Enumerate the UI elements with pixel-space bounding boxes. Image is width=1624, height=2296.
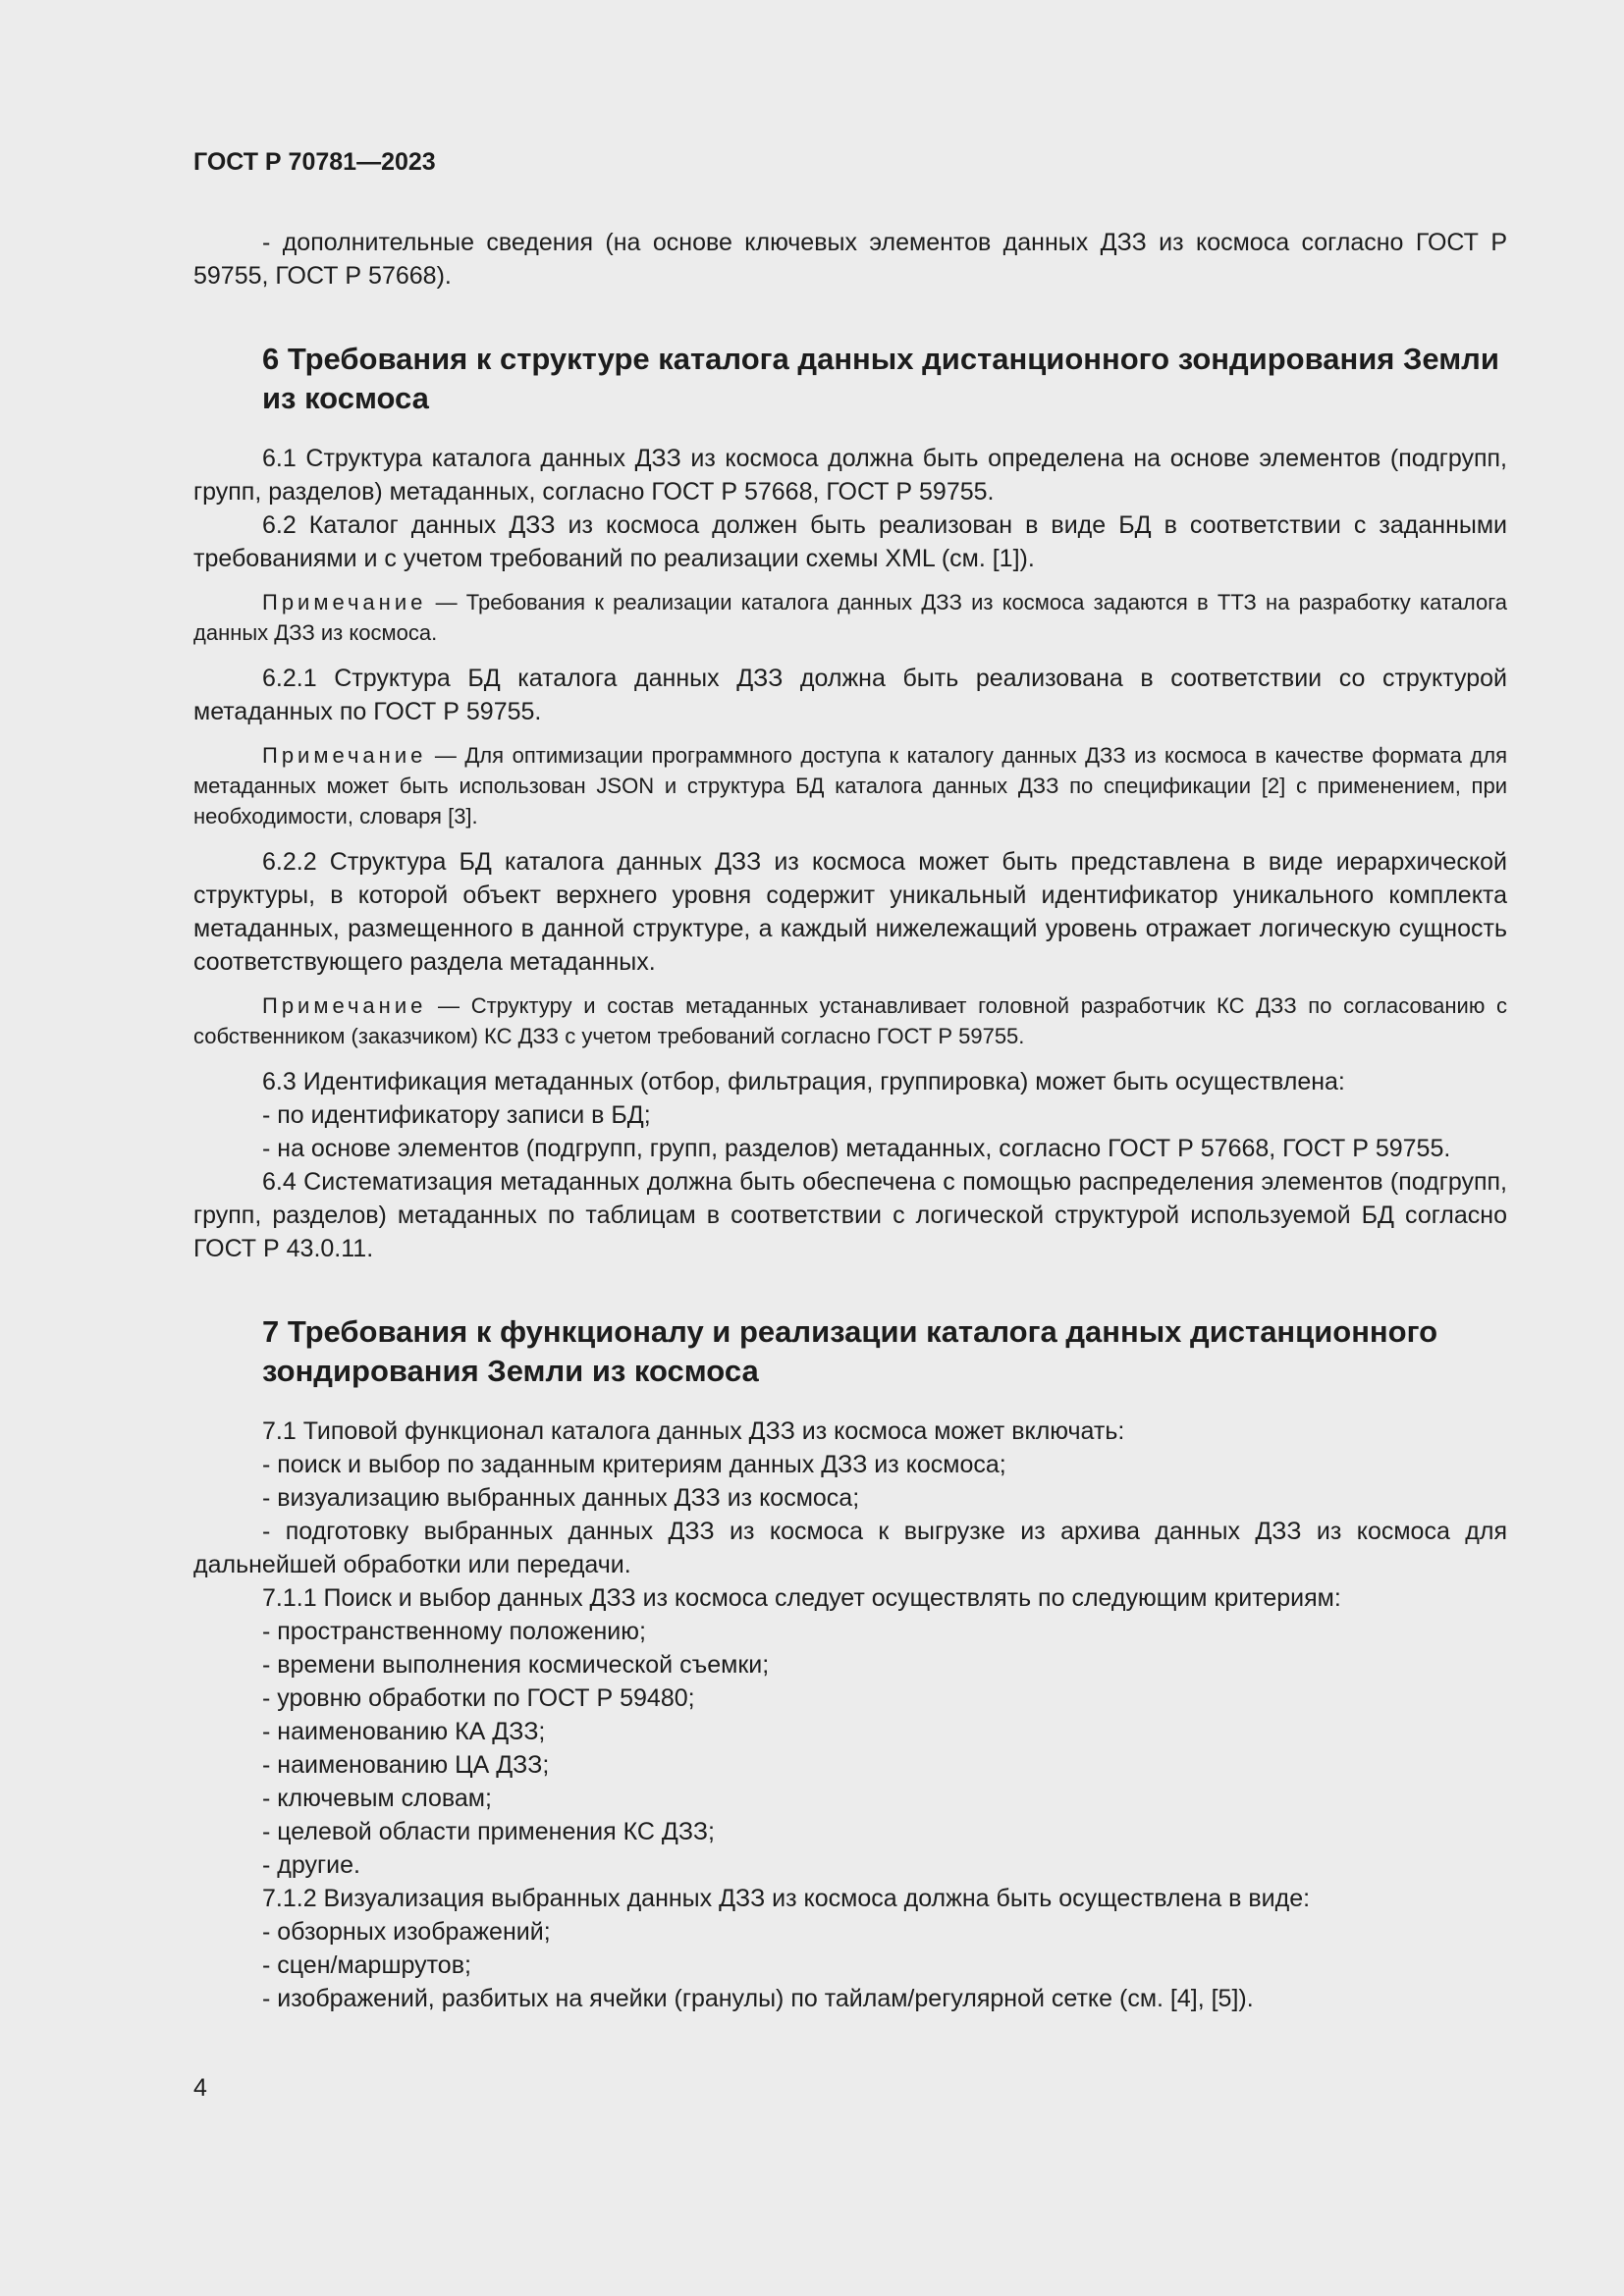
section-6-title: 6 Требования к структуре каталога данных дистанционного зондирования Земли из космоса bbox=[262, 342, 1499, 415]
document-page bbox=[193, 145, 1507, 2015]
paragraph-6-4: 6.4 Систематизация метаданных должна быть обеспечена с помощью распределения элементов (подгрупп, групп, разделов) метаданных по таблицам в соответствии с логической структурой используемой БД согласно ГОСТ Р 43.0.11. bbox=[193, 1168, 1507, 1262]
list-item: - обзорных изображений; bbox=[262, 1918, 551, 1946]
list-item: - сцен/маршрутов; bbox=[262, 1951, 471, 1979]
section-7-title: 7 Требования к функционалу и реализации каталога данных дистанционного зондирования Земли из космоса bbox=[262, 1314, 1438, 1388]
note bbox=[193, 990, 1507, 1051]
note bbox=[193, 740, 1507, 831]
list-item: - другие. bbox=[262, 1851, 360, 1879]
note-label: Примечание bbox=[262, 993, 427, 1018]
note-label: Примечание bbox=[262, 590, 427, 614]
paragraph-6-2-1: 6.2.1 Структура БД каталога данных ДЗЗ должна быть реализована в соответствии со структурой метаданных по ГОСТ Р 59755. bbox=[193, 665, 1507, 725]
list-item: - по идентификатору записи в БД; bbox=[262, 1101, 651, 1129]
list-item: - изображений, разбитых на ячейки (гранулы) по тайлам/регулярной сетке (см. [4], [5]). bbox=[262, 1985, 1254, 2012]
list-item: - наименованию КА ДЗЗ; bbox=[262, 1718, 546, 1745]
list-item: - времени выполнения космической съемки; bbox=[262, 1651, 770, 1679]
paragraph-7-1-1: 7.1.1 Поиск и выбор данных ДЗЗ из космоса следует осуществлять по следующим критериям: bbox=[262, 1584, 1341, 1612]
paragraph-6-3: 6.3 Идентификация метаданных (отбор, фильтрация, группировка) может быть осуществлена: bbox=[262, 1068, 1345, 1095]
list-item: - поиск и выбор по заданным критериям данных ДЗЗ из космоса; bbox=[262, 1451, 1006, 1478]
note-text: — Структуру и состав метаданных устанавливает головной разработчик КС ДЗЗ по согласованию с собственником (заказчиком) КС ДЗЗ с учетом требований согласно ГОСТ Р 59755. bbox=[193, 993, 1507, 1048]
list-item: - подготовку выбранных данных ДЗЗ из космоса к выгрузке из архива данных ДЗЗ из космоса для дальнейшей обработки или передачи. bbox=[193, 1518, 1507, 1578]
document-header: ГОСТ Р 70781—2023 bbox=[193, 148, 436, 176]
note bbox=[193, 587, 1507, 648]
list-item: - целевой области применения КС ДЗЗ; bbox=[262, 1818, 715, 1845]
list-item: - наименованию ЦА ДЗЗ; bbox=[262, 1751, 550, 1779]
paragraph-6-2-2: 6.2.2 Структура БД каталога данных ДЗЗ из космоса может быть представлена в виде иерархической структуры, в которой объект верхнего уровня содержит уникальный идентификатор уникального комплекта метаданных, размещенного в данной структуре, а каждый нижележащий уровень отражает логическую сущность соответствующего раздела метаданных. bbox=[193, 848, 1507, 976]
paragraph-7-1: 7.1 Типовой функционал каталога данных ДЗЗ из космоса может включать: bbox=[262, 1417, 1125, 1445]
paragraph-6-1: 6.1 Структура каталога данных ДЗЗ из космоса должна быть определена на основе элементов (подгрупп, групп, разделов) метаданных, согласно ГОСТ Р 57668, ГОСТ Р 59755. bbox=[193, 445, 1507, 506]
list-item: - визуализацию выбранных данных ДЗЗ из космоса; bbox=[262, 1484, 860, 1512]
paragraph-6-2: 6.2 Каталог данных ДЗЗ из космоса должен быть реализован в виде БД в соответствии с заданными требованиями и с учетом требований по реализации схемы XML (см. [1]). bbox=[193, 511, 1507, 572]
note-text: — Для оптимизации программного доступа к каталогу данных ДЗЗ из космоса в качестве формата для метаданных может быть использован JSON и структура БД каталога данных ДЗЗ по спецификации [2] с применением, при необходимости, словаря [3]. bbox=[193, 743, 1507, 828]
list-item: - на основе элементов (подгрупп, групп, разделов) метаданных, согласно ГОСТ Р 57668, ГОСТ Р 59755. bbox=[262, 1135, 1451, 1162]
page-number: 4 bbox=[193, 2074, 207, 2102]
paragraph-7-1-2: 7.1.2 Визуализация выбранных данных ДЗЗ из космоса должна быть осуществлена в виде: bbox=[262, 1885, 1311, 1912]
list-item: - пространственному положению; bbox=[262, 1618, 646, 1645]
list-item: - уровню обработки по ГОСТ Р 59480; bbox=[262, 1684, 695, 1712]
note-text: — Требования к реализации каталога данных ДЗЗ из космоса задаются в ТТЗ на разработку каталога данных ДЗЗ из космоса. bbox=[193, 590, 1507, 645]
list-item: - ключевым словам; bbox=[262, 1785, 492, 1812]
paragraph: - дополнительные сведения (на основе ключевых элементов данных ДЗЗ из космоса согласно ГОСТ Р 59755, ГОСТ Р 57668). bbox=[193, 229, 1507, 290]
note-label: Примечание bbox=[262, 743, 427, 768]
